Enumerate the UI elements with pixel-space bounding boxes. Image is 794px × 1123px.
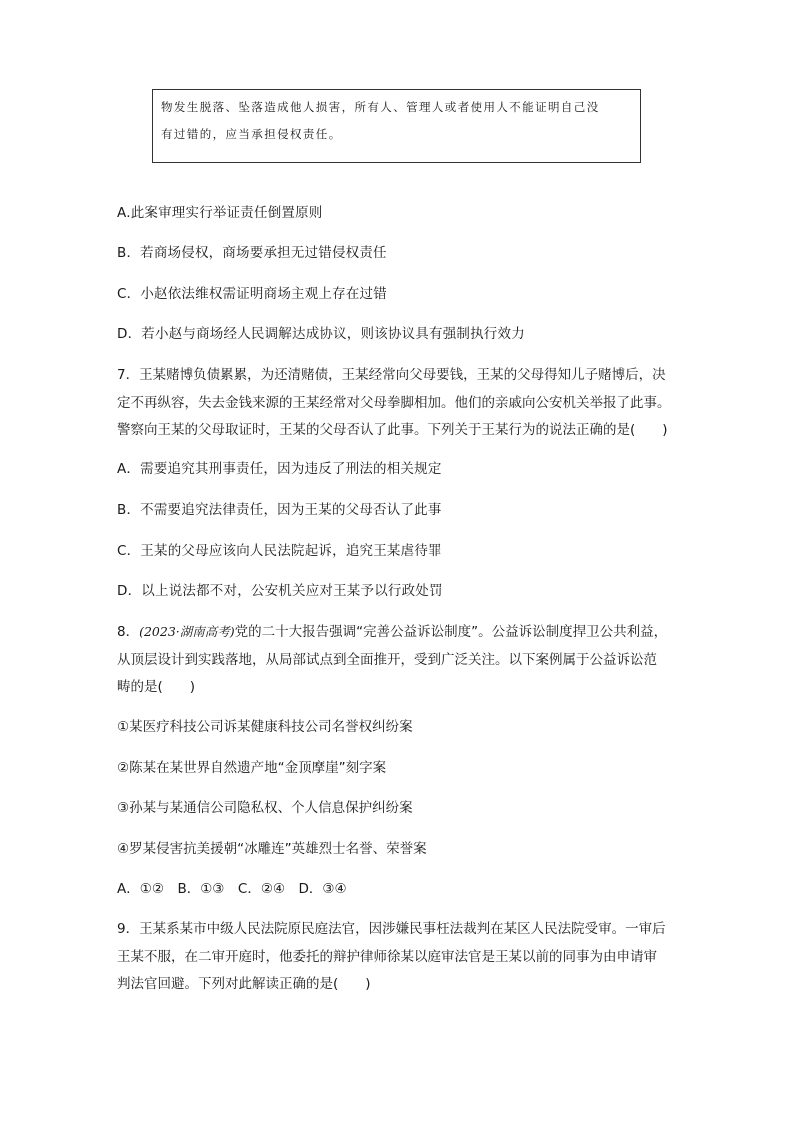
q8-item-3: ③孙某与某通信公司隐私权、个人信息保护纠纷案 xyxy=(117,800,413,816)
q9-stem-line-2: 王某不服，在二审开庭时，他委托的辩护律师徐某以庭审法官是王某以前的同事为由申请审 xyxy=(117,949,657,965)
q8-item-2: ②陈某在某世界自然遗产地“金顶摩崖”刻字案 xyxy=(117,760,387,776)
q9-stem-line-3: 判法官回避。下列对此解读正确的是( ) xyxy=(117,976,371,992)
quote-box xyxy=(152,89,641,163)
quote-line-2: 有过错的，应当承担侵权责任。 xyxy=(161,127,342,141)
q7-option-d: D．以上说法都不对，公安机关应对王某予以行政处罚 xyxy=(117,583,443,599)
q8-stem-line-3: 畴的是( ) xyxy=(117,679,196,695)
quote-line-1: 物发生脱落、坠落造成他人损害，所有人、管理人或者使用人不能证明自己没 xyxy=(161,100,600,114)
q6-option-c: C．小赵依法维权需证明商场主观上存在过错 xyxy=(117,286,387,302)
q8-item-4: ④罗某侵害抗美援朝“冰雕连”英雄烈士名誉、荣誉案 xyxy=(117,841,427,857)
q7-option-a: A．需要追究其刑事责任，因为违反了刑法的相关规定 xyxy=(117,461,442,477)
q8-options: A．①② B．①③ C．②④ D．③④ xyxy=(117,881,347,897)
q7-stem-line-2: 定不再纵容，失去金钱来源的王某经常对父母拳脚相加。他们的亲戚向公安机关举报了此事。 xyxy=(117,395,671,411)
q7-stem-line-3: 警察向王某的父母取证时，王某的父母否认了此事。下列关于王某行为的说法正确的是( ) xyxy=(117,422,668,438)
q6-option-d: D．若小赵与商场经人民调解达成协议，则该协议具有强制执行效力 xyxy=(117,326,525,342)
q8-stem-line-2: 从顶层设计到实践落地，从局部试点到全面推开，受到广泛关注。以下案例属于公益诉讼范 xyxy=(117,652,657,668)
q7-option-c: C．王某的父母应该向人民法院起诉，追究王某虐待罪 xyxy=(117,543,442,559)
q9-stem-line-1: 9．王某系某市中级人民法院原民庭法官，因涉嫌民事枉法裁判在某区人民法院受审。一审后 xyxy=(117,921,666,937)
q6-option-a: A.此案审理实行举证责任倒置原则 xyxy=(117,205,323,221)
q6-option-b: B．若商场侵权，商场要承担无过错侵权责任 xyxy=(117,245,387,261)
q8-number: 8． xyxy=(117,624,140,640)
q8-stem-line-1 xyxy=(117,623,667,641)
q7-option-b: B．不需要追究法律责任，因为王某的父母否认了此事 xyxy=(117,502,442,518)
q7-stem-line-1: 7．王某赌博负债累累，为还清赌债，王某经常向父母要钱，王某的父母得知儿子赌博后，决 xyxy=(117,367,666,383)
q8-source: (2023·湖南高考) xyxy=(139,624,235,639)
q8-item-1: ①某医疗科技公司诉某健康科技公司名誉权纠纷案 xyxy=(117,719,413,735)
q8-stem-line-1-text: 党的二十大报告强调“完善公益诉讼制度”。公益诉讼制度捍卫公共利益， xyxy=(234,624,668,640)
